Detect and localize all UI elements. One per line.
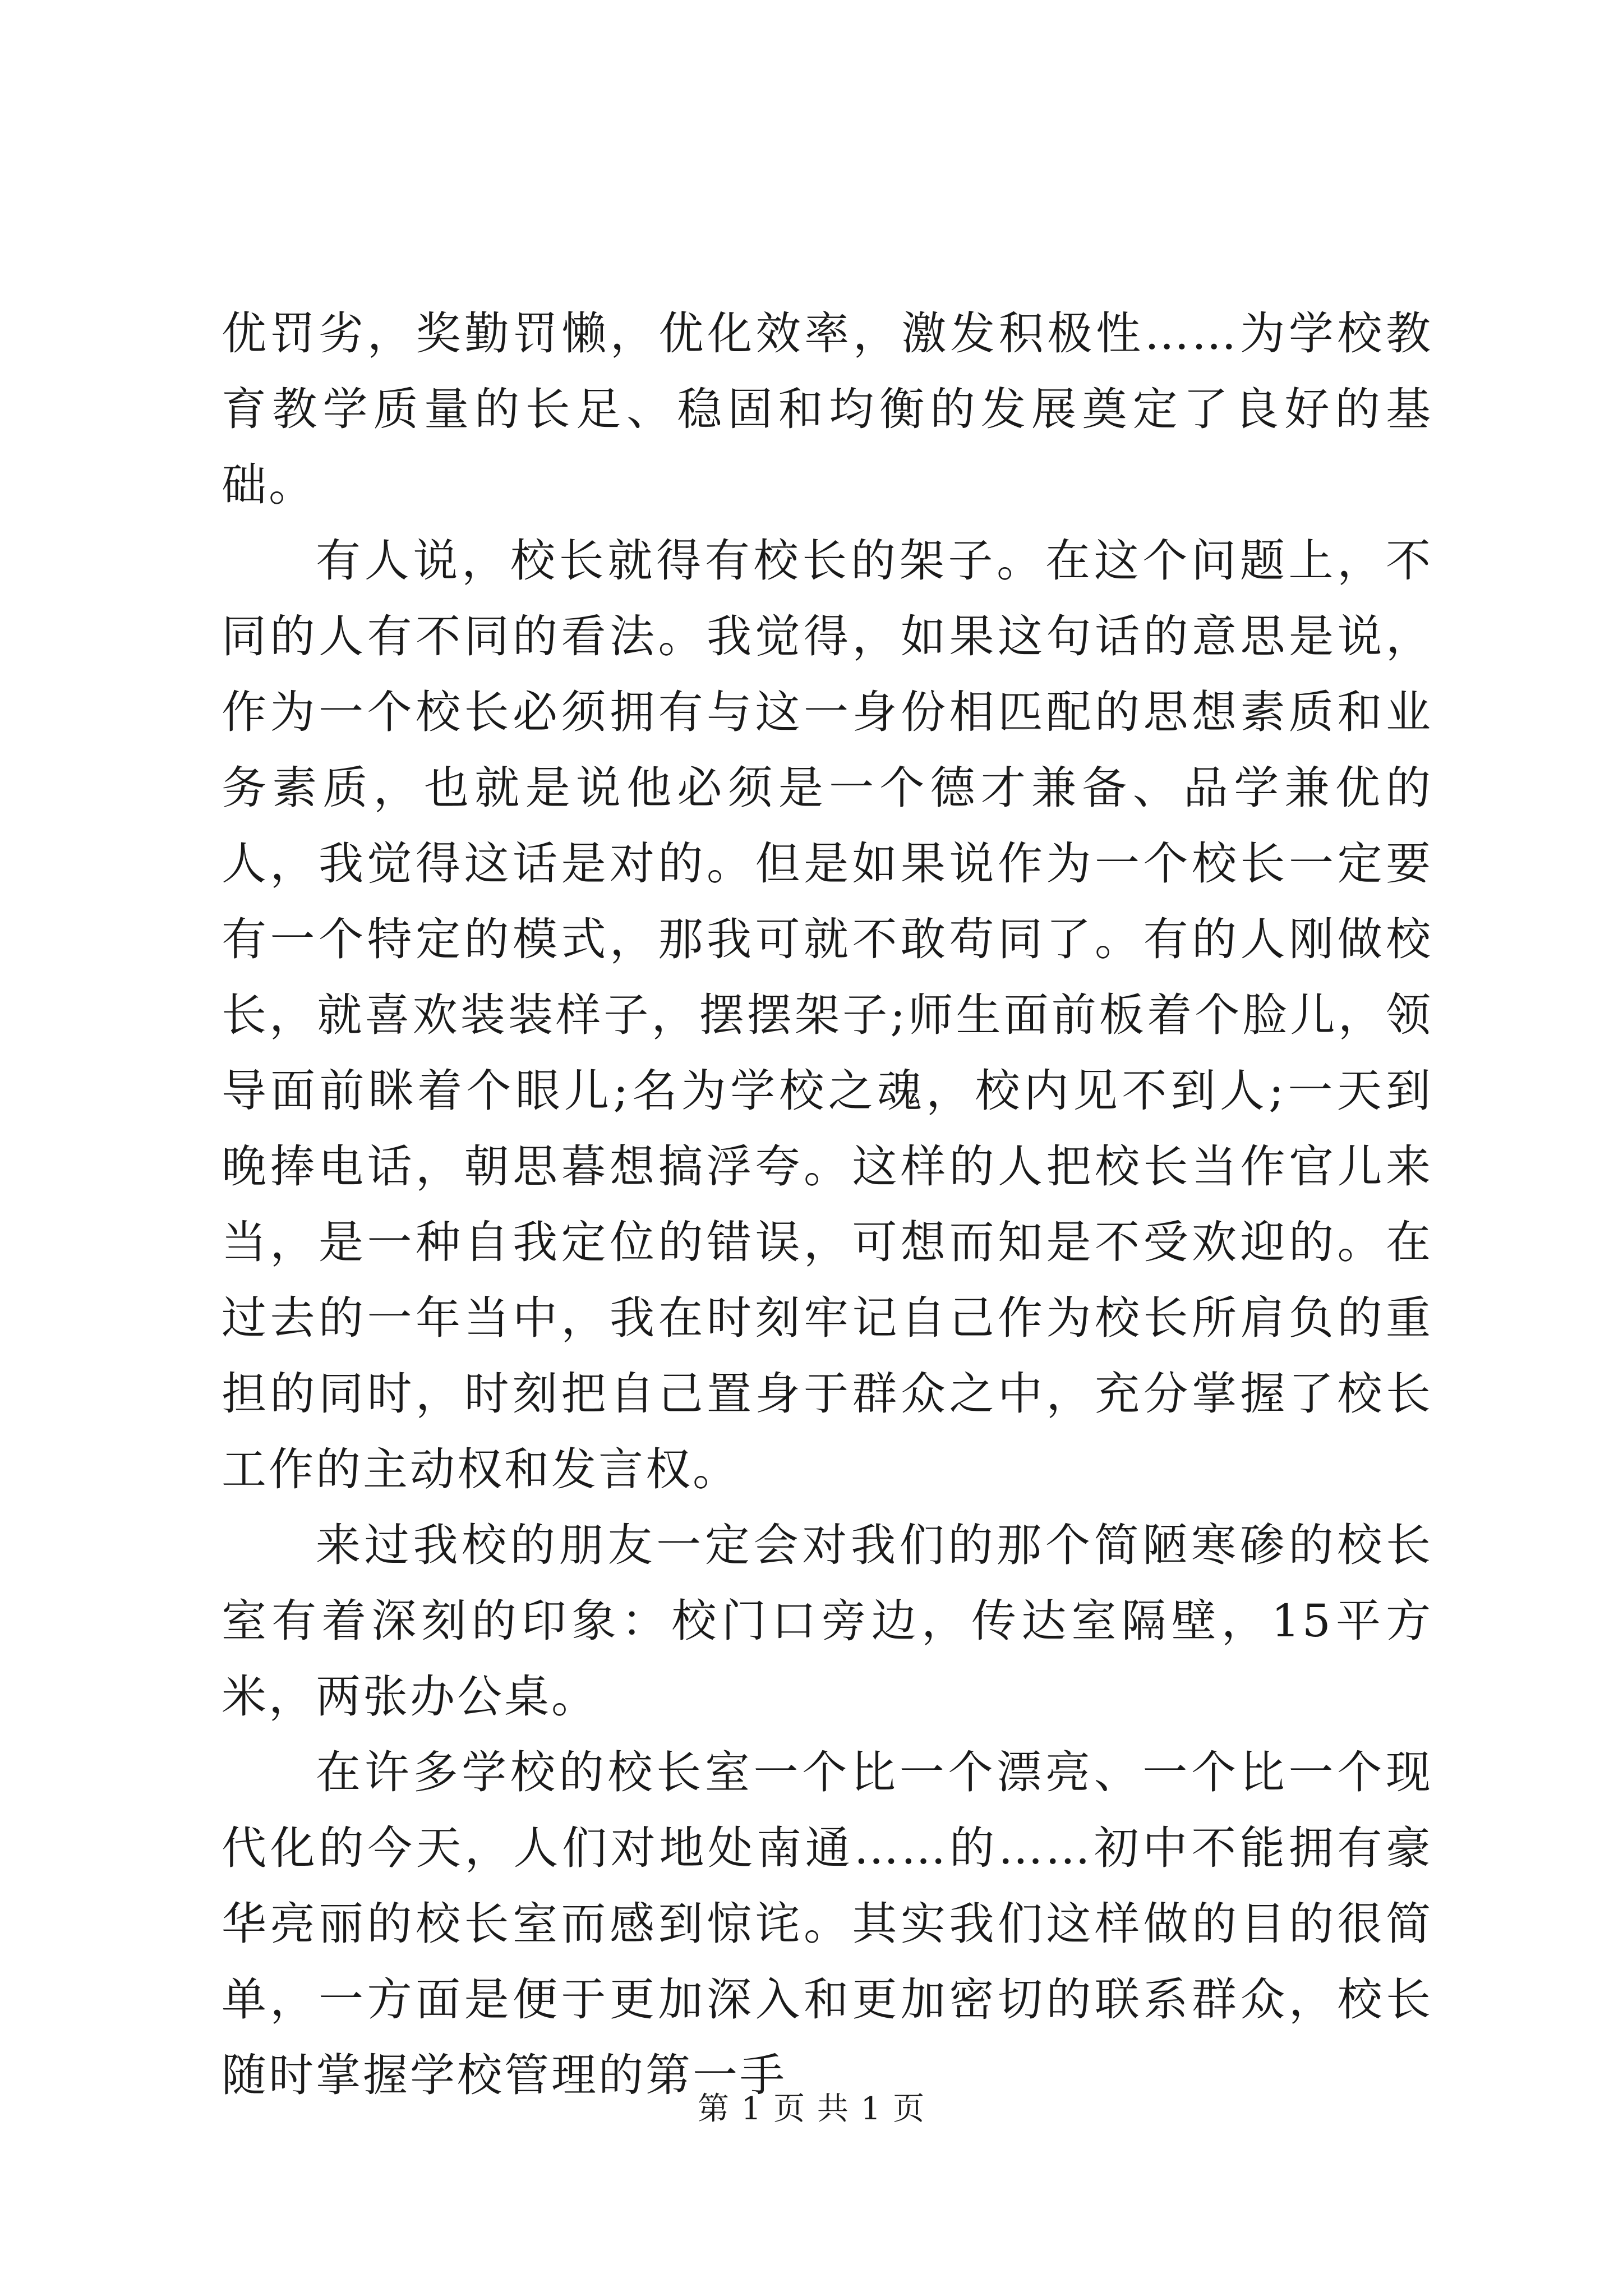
paragraph-4: 在许多学校的校长室一个比一个漂亮、一个比一个现代化的今天，人们对地处南通……的……初中不能拥有豪华亮丽的校长室而感到惊诧。其实我们这样做的目的很简单，一方面是便于更加深入和更加密切的联系群众，校长随时掌握学校管理的第一手 [222,1746,1433,2101]
body-text [222,296,1433,2113]
paragraph-1: 优罚劣，奖勤罚懒，优化效率，激发积极性……为学校教育教学质量的长足、稳固和均衡的发展奠定了良好的基础。 [222,307,1433,511]
paragraph-2: 有人说，校长就得有校长的架子。在这个问题上，不同的人有不同的看法。我觉得，如果这句话的意思是说，作为一个校长必须拥有与这一身份相匹配的思想素质和业务素质，也就是说他必须是一个德才兼备、品学兼优的人，我觉得这话是对的。但是如果说作为一个校长一定要有一个特定的模式，那我可就不敢苟同了。有的人刚做校长，就喜欢装装样子，摆摆架子;师生面前板着个脸儿，领导面前眯着个眼儿;名为学校之魂，校内见不到人;一天到晚捧电话，朝思暮想搞浮夸。这样的人把校长当作官儿来当，是一种自我定位的错误，可想而知是不受欢迎的。在过去的一年当中，我在时刻牢记自己作为校长所肩负的重担的同时，时刻把自己置身于群众之中，充分掌握了校长工作的主动权和发言权。 [222,535,1433,1496]
paragraph-3: 来过我校的朋友一定会对我们的那个简陋寒碜的校长室有着深刻的印象：校门口旁边，传达室隔壁，15平方米，两张办公桌。 [222,1519,1433,1723]
page-number-footer: 第 1 页 共 1 页 [697,2091,926,2127]
